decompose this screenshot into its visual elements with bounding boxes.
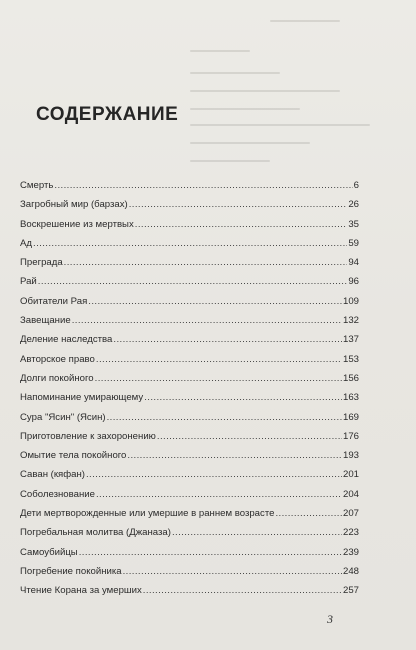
toc-entry-title: Воскрешение из мертвых (20, 218, 134, 230)
toc-entry[interactable] (20, 450, 359, 469)
toc-entry[interactable] (20, 199, 359, 218)
toc-entry-page: 207 (342, 508, 359, 520)
toc-entry-page: 176 (342, 430, 359, 442)
toc-entry[interactable] (20, 527, 359, 546)
dot-leader (33, 238, 347, 249)
dot-leader (127, 450, 342, 461)
toc-entry-page: 223 (342, 527, 359, 539)
toc-entry[interactable] (20, 585, 359, 604)
toc-entry[interactable] (20, 354, 359, 373)
toc-entry-page: 26 (348, 199, 359, 211)
toc-entry[interactable] (20, 566, 359, 585)
toc-entry[interactable] (20, 412, 359, 431)
dot-leader (275, 508, 342, 519)
toc-entry[interactable] (20, 315, 359, 334)
toc-entry-title: Сура "Ясин" (Ясин) (20, 411, 106, 423)
toc-entry-page: 59 (348, 237, 359, 249)
toc-entry-page: 153 (342, 353, 359, 365)
page-number: 3 (327, 612, 333, 626)
toc-entry-title: Приготовление к захоронению (20, 430, 156, 442)
toc-entry-title: Преграда (20, 257, 63, 269)
toc-entry-page: 137 (342, 334, 359, 346)
dot-leader (72, 315, 342, 326)
toc-entry-title: Завещание (20, 315, 71, 327)
toc-entry-page: 201 (342, 469, 359, 481)
dot-leader (64, 257, 348, 268)
dot-leader (107, 412, 342, 423)
toc-entry-title: Ад (20, 237, 32, 249)
toc-entry-title: Смерть (20, 180, 54, 191)
dot-leader (143, 585, 342, 596)
toc-entry[interactable] (20, 508, 359, 527)
toc-entry[interactable] (20, 547, 359, 566)
dot-leader (172, 527, 342, 538)
toc-entry-title: Самоубийцы (20, 546, 78, 558)
toc-entry[interactable] (20, 469, 359, 488)
dot-leader (88, 296, 342, 307)
page-title: СОДЕРЖАНИЕ (36, 104, 179, 125)
toc-entry-title: Деление наследства (20, 334, 113, 346)
dot-leader (135, 219, 348, 230)
show-through-text (150, 20, 390, 170)
toc-entry-title: Чтение Корана за умерших (20, 585, 142, 597)
dot-leader (79, 547, 342, 558)
toc-entry-title: Погребальная молитва (Джаназа) (20, 527, 171, 539)
toc-entry[interactable] (20, 219, 359, 238)
toc-entry-title: Напоминание умирающему (20, 392, 144, 404)
dot-leader (123, 566, 342, 577)
dot-leader (86, 469, 342, 480)
toc-entry[interactable] (20, 276, 359, 295)
toc-entry[interactable] (20, 257, 359, 276)
toc-entry-title: Загробный мир (барзах) (20, 199, 128, 211)
toc-entry-page: 6 (353, 180, 359, 191)
toc-entry-title: Погребение покойника (20, 565, 122, 577)
toc-entry-page: 248 (342, 565, 359, 577)
toc-entry[interactable] (20, 334, 359, 353)
toc-entry-title: Дети мертворожденные или умершие в раннем возрасте (20, 508, 275, 520)
dot-leader (95, 373, 342, 384)
toc-entry-page: 239 (342, 546, 359, 558)
toc-entry-page: 169 (342, 411, 359, 423)
dot-leader (96, 354, 342, 365)
toc-entry-page: 204 (342, 488, 359, 500)
toc-entry-title: Обитатели Рая (20, 295, 88, 307)
toc-entry-page: 109 (342, 295, 359, 307)
dot-leader (157, 431, 342, 442)
toc-entry-page: 163 (342, 392, 359, 404)
toc-entry-page: 94 (348, 257, 359, 269)
toc-entry-title: Соболезнование (20, 488, 95, 500)
toc-entry-page: 257 (342, 585, 359, 597)
dot-leader (38, 276, 348, 287)
toc-entry-page: 132 (342, 315, 359, 327)
toc-entry[interactable] (20, 431, 359, 450)
toc-entry-title: Долги покойного (20, 372, 94, 384)
toc-entry-page: 96 (348, 276, 359, 288)
toc-entry-title: Рай (20, 276, 37, 288)
dot-leader (96, 489, 342, 500)
dot-leader (144, 392, 342, 403)
dot-leader (129, 199, 348, 210)
toc-entry-page: 193 (342, 450, 359, 462)
toc-entry[interactable] (20, 180, 359, 199)
toc-entry-page: 35 (348, 218, 359, 230)
dot-leader (54, 180, 352, 191)
toc-entry[interactable] (20, 296, 359, 315)
toc-entry-title: Авторское право (20, 353, 95, 365)
toc-entry-title: Саван (кяфан) (20, 469, 85, 481)
table-of-contents (20, 180, 359, 605)
toc-entry[interactable] (20, 238, 359, 257)
toc-entry-title: Омытие тела покойного (20, 450, 127, 462)
toc-entry[interactable] (20, 392, 359, 411)
toc-entry[interactable] (20, 373, 359, 392)
toc-entry-page: 156 (342, 372, 359, 384)
toc-entry[interactable] (20, 489, 359, 508)
dot-leader (113, 334, 342, 345)
